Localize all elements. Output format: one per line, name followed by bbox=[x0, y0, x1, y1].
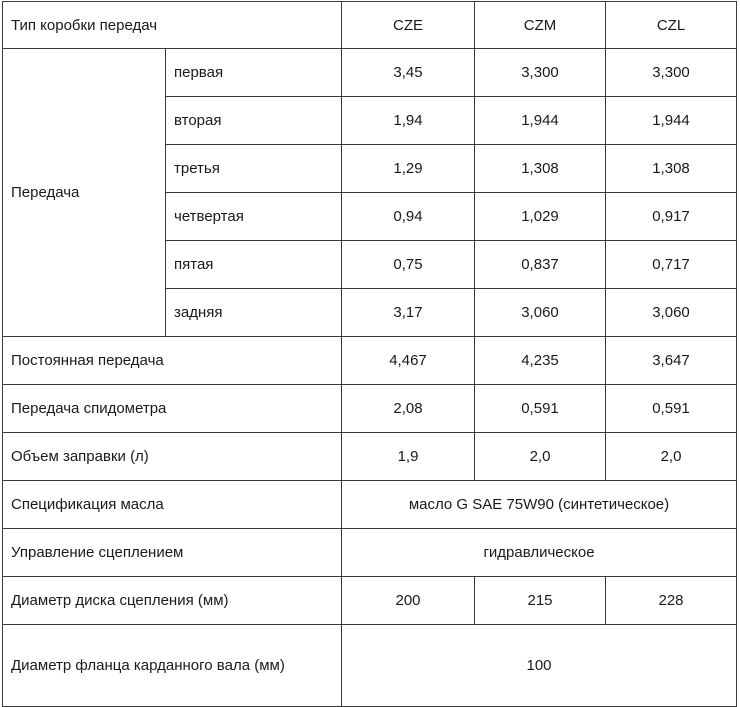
column-header-cze: CZE bbox=[342, 2, 475, 49]
gear-value-czl: 1,944 bbox=[606, 97, 737, 145]
header-row bbox=[3, 2, 737, 49]
speedometer-row bbox=[3, 385, 737, 433]
gear-value-czm: 3,060 bbox=[475, 289, 606, 337]
gear-value-czm: 1,029 bbox=[475, 193, 606, 241]
gear-value-czm: 1,944 bbox=[475, 97, 606, 145]
speedometer-label: Передача спидометра bbox=[3, 385, 342, 433]
final-drive-row bbox=[3, 337, 737, 385]
gear-name: четвертая bbox=[166, 193, 342, 241]
gear-value-czl: 3,300 bbox=[606, 49, 737, 97]
gear-row-first bbox=[3, 49, 737, 97]
clutch-disc-cze: 200 bbox=[342, 577, 475, 625]
gear-value-cze: 0,75 bbox=[342, 241, 475, 289]
final-drive-czm: 4,235 bbox=[475, 337, 606, 385]
header-label: Тип коробки передач bbox=[3, 2, 342, 49]
capacity-cze: 1,9 bbox=[342, 433, 475, 481]
flange-label: Диаметр фланца карданного вала (мм) bbox=[3, 625, 342, 707]
capacity-czm: 2,0 bbox=[475, 433, 606, 481]
gear-value-czl: 3,060 bbox=[606, 289, 737, 337]
oil-spec-row bbox=[3, 481, 737, 529]
final-drive-cze: 4,467 bbox=[342, 337, 475, 385]
gear-name: пятая bbox=[166, 241, 342, 289]
clutch-disc-czm: 215 bbox=[475, 577, 606, 625]
final-drive-label: Постоянная передача bbox=[3, 337, 342, 385]
gear-value-czm: 0,837 bbox=[475, 241, 606, 289]
clutch-control-row bbox=[3, 529, 737, 577]
gear-value-czm: 1,308 bbox=[475, 145, 606, 193]
capacity-czl: 2,0 bbox=[606, 433, 737, 481]
gears-label: Передача bbox=[3, 49, 166, 337]
clutch-control-label: Управление сцеплением bbox=[3, 529, 342, 577]
flange-row bbox=[3, 625, 737, 707]
speedometer-czm: 0,591 bbox=[475, 385, 606, 433]
flange-value: 100 bbox=[342, 625, 737, 707]
oil-spec-value: масло G SAE 75W90 (синтетическое) bbox=[342, 481, 737, 529]
clutch-control-value: гидравлическое bbox=[342, 529, 737, 577]
gear-value-czl: 0,917 bbox=[606, 193, 737, 241]
gear-value-cze: 3,17 bbox=[342, 289, 475, 337]
gear-value-czl: 0,717 bbox=[606, 241, 737, 289]
capacity-label: Объем заправки (л) bbox=[3, 433, 342, 481]
gear-name: первая bbox=[166, 49, 342, 97]
gear-value-cze: 0,94 bbox=[342, 193, 475, 241]
clutch-disc-row bbox=[3, 577, 737, 625]
gear-value-czl: 1,308 bbox=[606, 145, 737, 193]
gear-value-czm: 3,300 bbox=[475, 49, 606, 97]
column-header-czm: CZM bbox=[475, 2, 606, 49]
column-header-czl: CZL bbox=[606, 2, 737, 49]
gear-value-cze: 1,94 bbox=[342, 97, 475, 145]
clutch-disc-label: Диаметр диска сцепления (мм) bbox=[3, 577, 342, 625]
clutch-disc-czl: 228 bbox=[606, 577, 737, 625]
gear-name: третья bbox=[166, 145, 342, 193]
gear-name: задняя bbox=[166, 289, 342, 337]
speedometer-czl: 0,591 bbox=[606, 385, 737, 433]
gear-value-cze: 1,29 bbox=[342, 145, 475, 193]
capacity-row bbox=[3, 433, 737, 481]
speedometer-cze: 2,08 bbox=[342, 385, 475, 433]
gear-value-cze: 3,45 bbox=[342, 49, 475, 97]
gearbox-spec-table bbox=[2, 1, 737, 707]
oil-spec-label: Спецификация масла bbox=[3, 481, 342, 529]
final-drive-czl: 3,647 bbox=[606, 337, 737, 385]
gear-name: вторая bbox=[166, 97, 342, 145]
